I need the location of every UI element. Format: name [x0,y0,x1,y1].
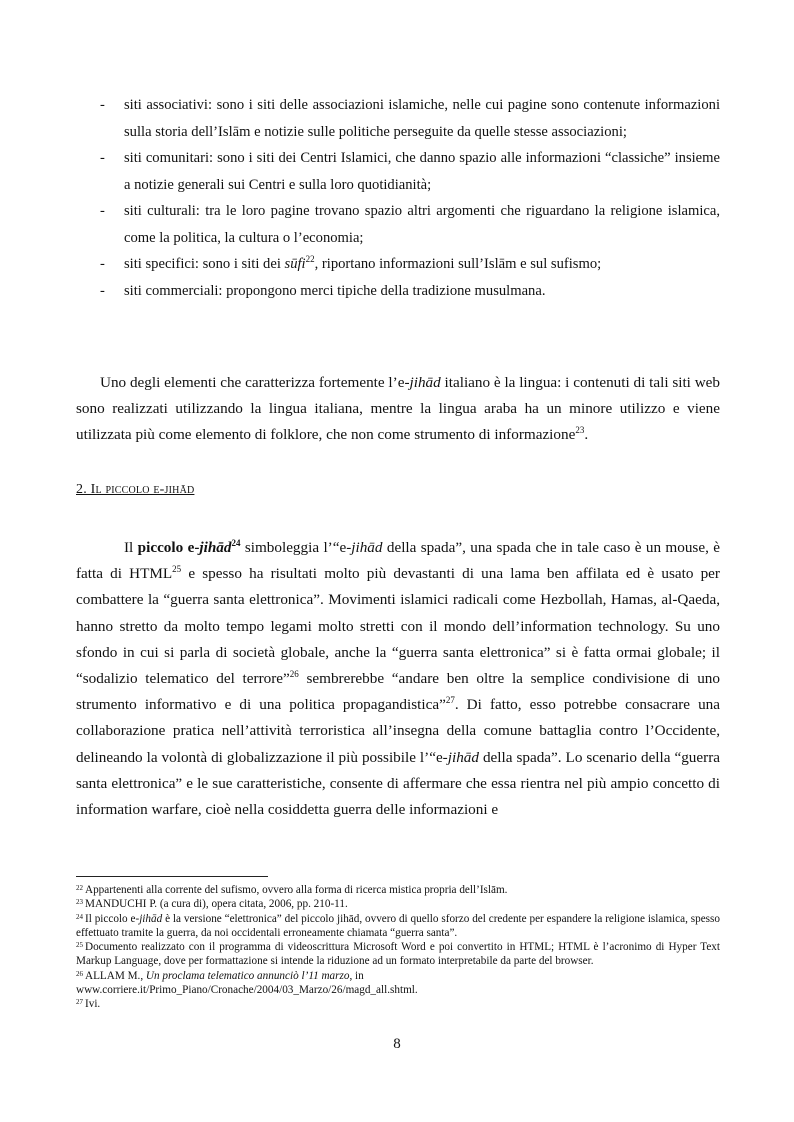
italic-term: jihād [351,539,383,556]
footnote-ref[interactable]: 22 [305,254,315,265]
section-heading: 2. Il piccolo e-jihād [76,482,195,497]
italic-term: sūfi [284,256,306,272]
page-number: 8 [393,1036,401,1052]
footnote-ref[interactable]: 25 [172,564,182,575]
list-item [96,198,720,251]
footnote-text: Il piccolo e- [85,912,140,925]
footnote-text: Appartenenti alla corrente del sufismo, ovvero alla forma di ricerca mistica propria dell’Islām. [85,884,508,896]
footnote-url[interactable]: www.corriere.it/Primo_Piano/Cronache/2004/03_Marzo/26/magd_all.shtml. [76,984,418,997]
text-run: Il [124,539,138,556]
footnote-text: Ivi. [85,998,101,1011]
text-run: sembrerebbe “andare ben oltre la semplice condivisione di uno strumento informativo e di una politica propagandistica” [76,670,720,714]
list-item [96,251,720,278]
list-dash: - [100,282,105,299]
footnote-number: 24 [76,912,83,921]
list-item-text: siti specifici: sono i siti dei [124,256,285,272]
footnote-ref[interactable]: 27 [445,695,455,706]
italic-term: jihād [139,912,163,925]
text-run: della spada”. Lo scenario della “guerra santa elettronica” e le sue caratteristiche, consente di affermare che essa rientra nel più ampio concetto di information warfare, cioè nella cosiddetta guerra delle informazioni e [76,748,720,819]
footnote-number: 26 [76,969,83,978]
list-item-text: , riportano informazioni sull’Islām e sul sufismo; [314,256,602,272]
text-run: italiano è la lingua: i contenuti di tali siti web sono realizzati utilizzando la lingua italiana, mentre la lingua araba ha un minore utilizzo e viene utilizzata più come elemento di folklore, che non come strumento di informazione [76,374,721,444]
footnote-ref[interactable]: 23 [575,425,585,436]
italic-term: jihād [409,374,441,391]
list-dash: - [100,256,105,272]
paragraph-piccolo-ejihad [76,535,720,823]
list-item [96,145,720,198]
list-item-text: siti culturali: tra le loro pagine trovano spazio altri argomenti che riguardano la religione islamica, come la politica, la cultura o l’economia; [124,203,720,246]
text-run: . Di fatto, esso potrebbe consacrare una collaborazione pratica nell’attività terroristica all’insegna della comune battaglia contro l’Occidente, delineando la volontà di globalizzazione il più possibile l’“e- [76,696,720,766]
bold-term: piccolo e- [137,539,200,556]
footnote-text: ALLAM M., [85,969,146,982]
article-title: Un proclama telematico annunciò l’11 marzo [145,969,350,982]
text-run: Uno degli elementi che caratterizza fortemente l’e- [100,374,410,391]
footnote-26 [76,969,720,998]
footnotes [76,883,720,1012]
footnote-23 [76,897,720,911]
footnote-text: è la versione “elettronica” del piccolo jihād, ovvero di quello sforzo del credente per espandere la religione islamica, spesso effettuato tramite la guerra, da noi occidentali erroneamente chiamata “guerra santa”. [76,912,720,939]
list-item [96,92,720,145]
footnote-number: 22 [76,884,83,892]
list-dash: - [100,203,105,219]
text-run: . [584,426,589,444]
list-dash: - [100,150,105,166]
list-dash: - [100,97,105,113]
text-run: della spada”, una spada che in tale caso è un mouse, è fatta di HTML [76,539,720,583]
footnote-number: 23 [76,898,83,907]
list-item-text: siti comunitari: sono i siti dei Centri Islamici, che danno spazio alle informazioni “classiche” insieme a notizie generali sui Centri e sulla loro quotidianità; [124,150,720,193]
footnote-25 [76,940,720,969]
footnote-22 [76,883,720,897]
footnote-27 [76,997,720,1011]
footnote-ref[interactable]: 24 [231,537,241,548]
text-run: e spesso ha risultati molto più devastanti di una lama ben affilata ed è usato per combattere la “guerra santa elettronica”. Movimenti islamici radicali come Hezbollah, Hamas, al-Qaeda, hanno stretto da molto tempo legami molto stretti con il mondo dell’information technology. Su uno sfondo in cui si parla di società globale, anche la “guerra santa elettronica” si è fatta ormai globale; il “sodalizio telematico del terrore” [76,565,720,688]
footnote-number: 25 [76,941,83,950]
list-item [96,278,720,305]
paragraph-language [76,370,720,449]
footnote-text: Documento realizzato con il programma di videoscrittura Microsoft Word e poi convertito in HTML; HTML è l’acronimo di Hyper Text Markup Language, dove per formattazione si intende la riduzione ad un formato interpretabile da parte del browser. [76,941,720,968]
list-item-text: siti commerciali: propongono merci tipiche della tradizione musulmana. [124,282,546,299]
site-types-list [96,92,720,304]
italic-term: jihād [447,748,479,766]
list-item-text: siti associativi: sono i siti delle associazioni islamiche, nelle cui pagine sono contenute informazioni sulla storia dell’Islām e notizie sulle politiche perseguite da quelle stesse associazioni; [124,97,720,140]
footnote-text: , in [349,969,364,982]
footnote-number: 27 [76,998,83,1007]
footnote-text: MANDUCHI P. (a cura di), opera citata, 2006, pp. 210-11. [85,898,348,911]
text-run: simboleggia l’“e- [240,539,352,556]
footnote-separator [76,876,268,877]
bold-italic-term: jihād [199,539,232,556]
footnote-ref[interactable]: 26 [289,668,299,679]
footnote-24 [76,912,720,941]
